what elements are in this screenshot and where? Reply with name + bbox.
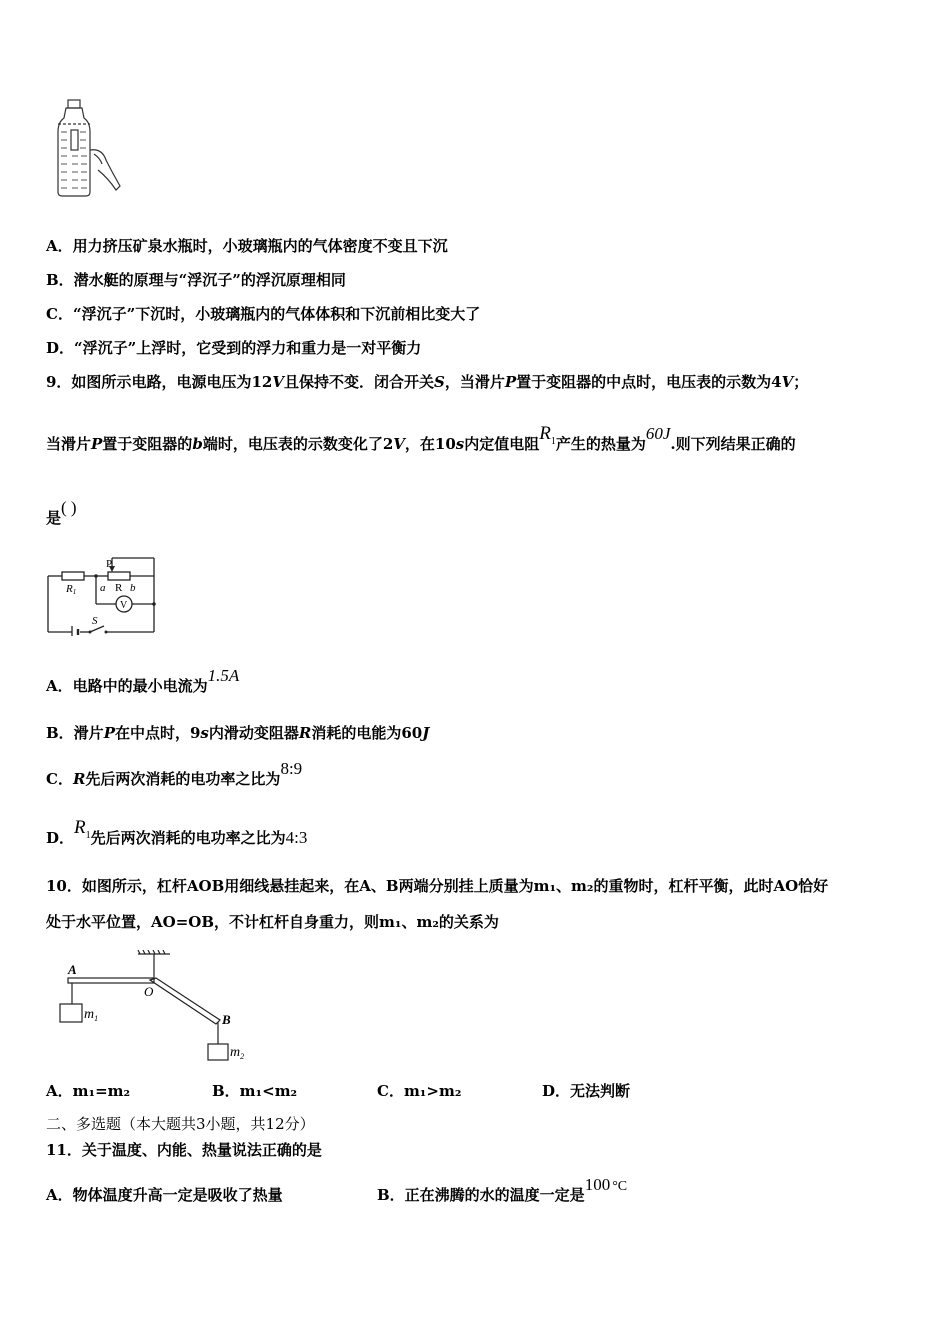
circuit-s-label: S: [92, 615, 98, 627]
q8-option-b: B．潜水艇的原理与“浮沉子”的浮沉原理相同: [46, 271, 346, 289]
q8-option-d: D．“浮沉子”上浮时，它受到的浮力和重力是一对平衡力: [46, 339, 422, 357]
voltmeter-label: V: [120, 600, 128, 611]
q10-stem-line1: 10．如图所示，杠杆AOB用细线悬挂起来，在A、B两端分别挂上质量为m₁、m₂的重物时，杠杆平衡，此时AO恰好: [46, 877, 829, 895]
circuit-p-label: P: [106, 558, 113, 570]
q11-option-a: A．物体温度升高一定是吸收了热量: [46, 1186, 283, 1204]
q10-option-b: B．m₁<m₂: [212, 1082, 298, 1100]
q11-stem: 11．关于温度、内能、热量说法正确的是: [46, 1141, 322, 1159]
bottle-figure: [50, 98, 130, 200]
q8-option-a: A．用力挤压矿泉水瓶时，小玻璃瓶内的气体密度不变且下沉: [46, 237, 448, 255]
q9-stem-line1: 9．如图所示电路，电源电压为12V且保持不变．闭合开关S，当滑片P置于变阻器的中点时，电压表的示数为4V；: [46, 373, 809, 391]
mass-m2-label: $m_2$: [230, 1045, 245, 1061]
lever-point-a: A: [68, 962, 77, 977]
lever-point-o: O: [144, 984, 154, 999]
q10-option-a: A．m₁=m₂: [46, 1082, 131, 1100]
lever-diagram: [54, 950, 264, 1065]
q9-stem-line2: 当滑片P置于变阻器的b端时，电压表的示数变化了2V，在10s内定值电阻$R_1$产生的热量为60J.则下列结果正确的: [46, 423, 796, 453]
circuit-diagram: [44, 554, 160, 636]
q11-option-b: B．正在沸腾的水的温度一定是100 °C: [377, 1175, 628, 1204]
q9-stem-line3: 是( ): [46, 498, 77, 527]
circuit-a-label: a: [100, 582, 106, 594]
q9-option-c: C．R先后两次消耗的电功率之比为8:9: [46, 759, 303, 788]
circuit-b-label: b: [130, 582, 136, 594]
q8-option-c: C．“浮沉子”下沉时，小玻璃瓶内的气体体积和下沉前相比变大了: [46, 305, 481, 323]
q10-stem-line2: 处于水平位置，AO=OB，不计杠杆自身重力，则m₁、m₂的关系为: [46, 913, 499, 931]
lever-point-b: B: [222, 1012, 231, 1027]
q9-option-a: A．电路中的最小电流为1.5A: [46, 666, 240, 695]
circuit-r1-label: R1: [66, 583, 77, 596]
section-heading: 二、多选题（本大题共3小题，共12分）: [46, 1115, 315, 1133]
q10-option-c: C．m₁>m₂: [377, 1082, 462, 1100]
q10-option-d: D．无法判断: [542, 1082, 631, 1100]
q9-option-d: D．$R_1$先后两次消耗的电功率之比为4:3: [46, 817, 308, 847]
mass-m1-label: $m_1$: [84, 1007, 99, 1023]
q9-option-b: B．滑片P在中点时，9s内滑动变阻器R消耗的电能为60J: [46, 724, 430, 742]
circuit-r-label: R: [115, 582, 123, 594]
